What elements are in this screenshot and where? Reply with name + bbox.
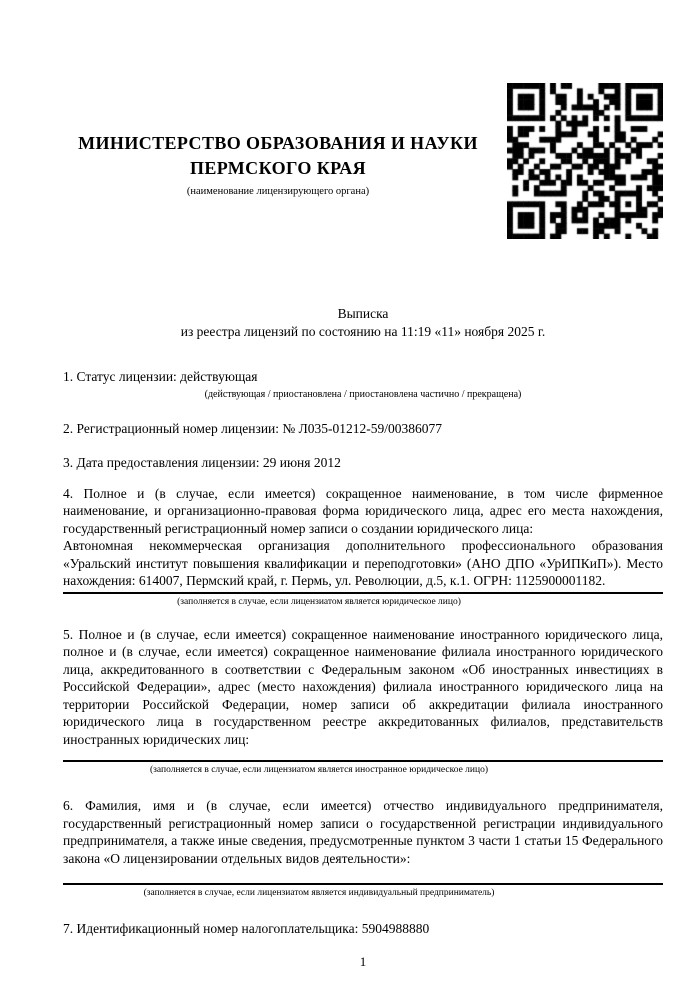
- item-taxpayer-number: 7. Идентификационный номер налогоплательщика: 5904988880: [63, 921, 430, 936]
- document-header: [63, 0, 663, 240]
- document-title: [63, 305, 663, 340]
- document-title-line2: из реестра лицензий по состоянию на 11:19 «11» ноября 2025 г.: [180, 323, 546, 339]
- ministry-caption: (наименование лицензирующего органа): [186, 186, 370, 197]
- ministry-name-line1: МИНИСТЕРСТВО ОБРАЗОВАНИЯ И НАУКИ: [78, 133, 478, 153]
- qr-code-icon: [507, 83, 663, 239]
- license-status-options-caption: (действующая / приостановлена / приостановлена частично / прекращена): [204, 388, 522, 400]
- page-number: 1: [359, 953, 367, 969]
- item-foreign-legal-entity: 5. Полное и (в случае, если имеется) сокращенное наименование иностранного юридического лица, полное и (в случае, если имеется) сокращенное наименование филиала иностранного юридического лица, аккредитованного в соответствии с Федеральным законом «Об иностранных инвестициях в Российской Федерации», адрес (место нахождения) филиала иностранного юридического лица на территории Российской Федерации, номер записи об аккредитации филиала иностранного юридического лица в государственном реестре аккредитованных филиалов, представительств иностранных юридических лиц:: [63, 626, 663, 747]
- item-legal-entity-prompt: 4. Полное и (в случае, если имеется) сокращенное наименование, в том числе фирменное наименование, и организационно-правовая форма юридического лица, адрес его места нахождения, государственный регистрационный номер записи о создании юридического лица:: [63, 485, 663, 536]
- fill-line-legal-entity: [63, 592, 663, 594]
- ministry-name-line2: ПЕРМСКОГО КРАЯ: [189, 158, 367, 178]
- licensing-authority-block: [63, 131, 493, 198]
- item-registration-number: 2. Регистрационный номер лицензии: № Л035-01212-59/00386077: [63, 420, 443, 436]
- text-column: [63, 0, 663, 970]
- fill-line-individual-entrepreneur: [63, 883, 663, 885]
- item-license-status: 1. Статус лицензии: действующая: [63, 369, 258, 384]
- item-individual-entrepreneur: 6. Фамилия, имя и (в случае, если имеется) отчество индивидуального предпринимателя, государственный регистрационный номер записи о государственной регистрации индивидуального предпринимателя, а также иные сведения, предусмотренные пунктом 3 части 1 статьи 15 Федерального закона «О лицензировании отдельных видов деятельности»:: [63, 798, 663, 866]
- document-title-line1: Выписка: [337, 306, 389, 321]
- foreign-legal-entity-caption: (заполняется в случае, если лицензиатом является иностранное юридическое лицо): [150, 765, 488, 775]
- fill-line-foreign-legal-entity: [63, 760, 663, 762]
- item-legal-entity: [63, 485, 663, 590]
- individual-entrepreneur-caption: (заполняется в случае, если лицензиатом является индивидуальный предприниматель): [143, 888, 495, 898]
- item-legal-entity-value: Автономная некоммерческая организация дополнительного профессионального образования «Уральский институт повышения квалификации и переподготовки» (АНО ДПО «УрИПКиП»). Место нахождения: 614007, Пермский край, г. Пермь, ул. Революции, д.5, к.1. ОГРН: 1125900001182.: [63, 538, 663, 588]
- item-license-grant-date: 3. Дата предоставления лицензии: 29 июня 2012: [63, 455, 341, 470]
- legal-entity-caption: (заполняется в случае, если лицензиатом является юридическое лицо): [177, 596, 461, 607]
